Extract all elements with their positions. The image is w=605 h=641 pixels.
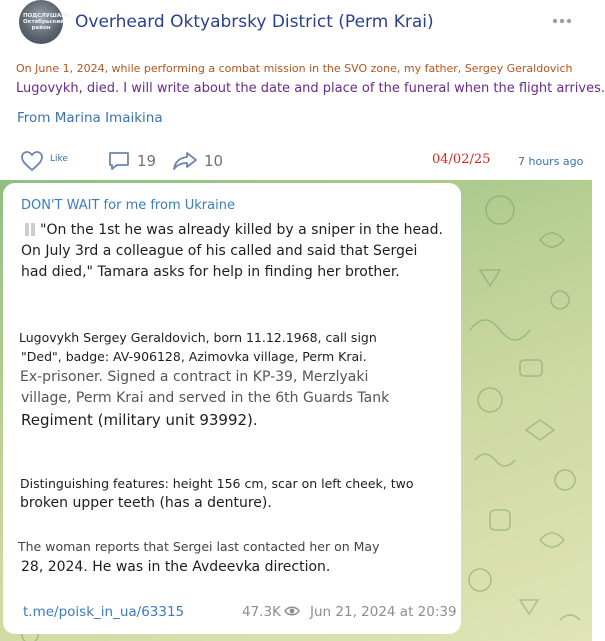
quote-line-3: had died," Tamara asks for help in finding her brother. (21, 264, 400, 280)
post-date: 04/02/25 (432, 152, 491, 167)
post-time-ago[interactable]: 7 hours ago (518, 155, 584, 168)
bio-line-4: village, Perm Krai and served in the 6th Guards Tank (21, 390, 390, 406)
bio-line-5: Regiment (military unit 93992). (21, 411, 258, 429)
comment-button[interactable] (107, 148, 156, 174)
view-count: 47.3K (242, 604, 281, 620)
post-author-link[interactable]: From Marina Imaikina (17, 110, 163, 126)
quote-icon (24, 222, 38, 238)
eye-icon (284, 604, 300, 618)
share-count: 10 (204, 152, 224, 170)
share-button[interactable] (172, 148, 223, 174)
quote-line-1: "On the 1st he was already killed by a sniper in the head. (40, 222, 443, 238)
channel-avatar[interactable] (19, 0, 71, 44)
comment-count: 19 (137, 152, 157, 170)
post-text-line-1: On June 1, 2024, while performing a combat mission in the SVO zone, my father, Sergey Geraldovich (16, 62, 573, 75)
post-actions (0, 148, 592, 176)
message-timestamp: Jun 21, 2024 at 20:39 (310, 604, 457, 620)
like-button[interactable] (20, 148, 68, 174)
contact-line-2: 28, 2024. He was in the Avdeevka direction. (21, 559, 331, 575)
post-header (0, 0, 605, 180)
telegram-channel-name[interactable]: DON'T WAIT for me from Ukraine (21, 198, 235, 213)
more-dots-icon[interactable] (551, 14, 573, 28)
post-text-line-2: Lugovykh, died. I will write about the date and place of the funeral when the flight arrives. (16, 81, 605, 96)
quote-line-2: On July 3rd a colleague of his called and said that Sergei (21, 243, 418, 259)
channel-title[interactable]: Overheard Oktyabrsky District (Perm Krai) (75, 12, 434, 32)
avatar-text: ПОДСЛУШАНО Октябрьский район (23, 13, 71, 31)
share-arrow-icon (172, 150, 198, 172)
like-label: Like (50, 154, 68, 164)
comment-icon (107, 150, 131, 172)
features-line-1: Distinguishing features: height 156 cm, scar on left cheek, two (20, 476, 414, 491)
telegram-post-link[interactable]: t.me/poisk_in_ua/63315 (23, 604, 185, 620)
features-line-2: broken upper teeth (has a denture). (20, 495, 272, 511)
contact-line-1: The woman reports that Sergei last contacted her on May (18, 539, 380, 554)
bio-line-3: Ex-prisoner. Signed a contract in KP-39, Merzlyaki (20, 369, 369, 385)
heart-icon (20, 150, 44, 172)
bio-line-1: Lugovykh Sergey Geraldovich, born 11.12.1968, call sign (19, 330, 377, 345)
bio-line-2: "Ded", badge: AV-906128, Azimovka village, Perm Krai. (21, 349, 367, 364)
